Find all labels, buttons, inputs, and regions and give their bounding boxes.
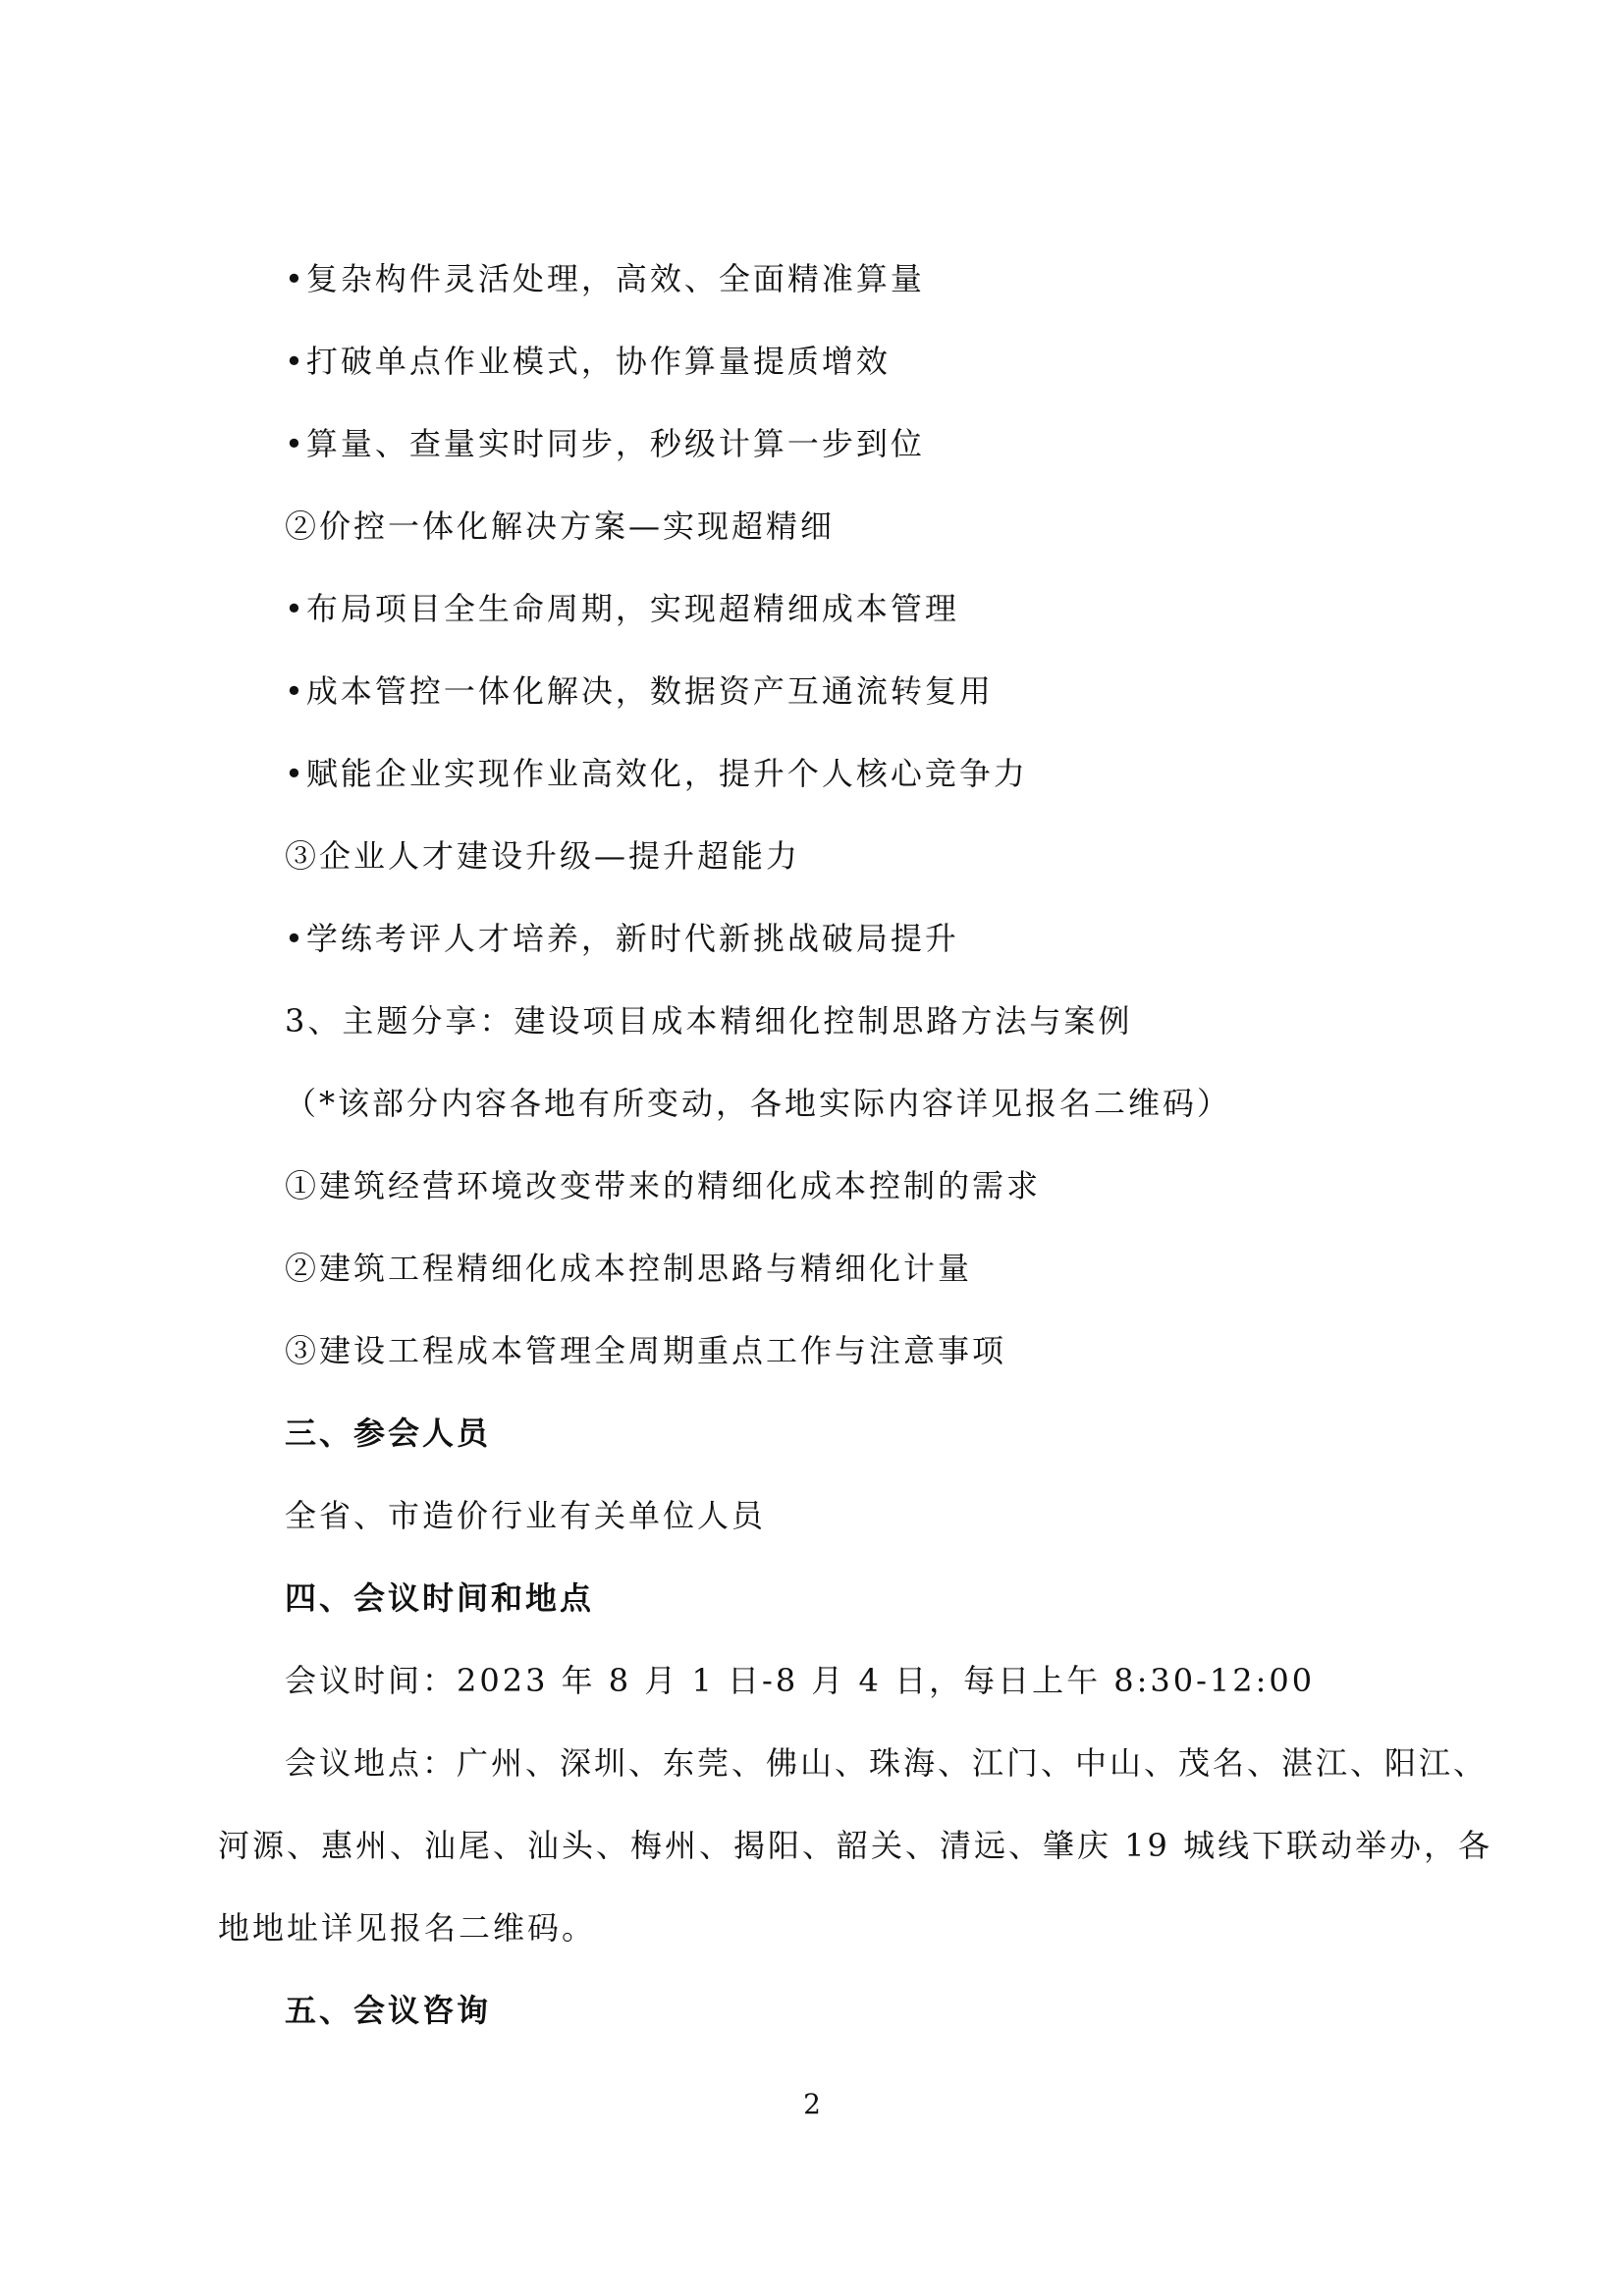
meeting-location-line: 地地址详见报名二维码。 bbox=[218, 1909, 597, 1947]
bullet-item: •成本管控一体化解决，数据资产互通流转复用 bbox=[285, 672, 994, 710]
bullet-item: •学练考评人才培养，新时代新挑战破局提升 bbox=[285, 920, 959, 957]
bullet-item: •复杂构件灵活处理，高效、全面精准算量 bbox=[285, 260, 925, 297]
note-text: （*该部分内容各地有所变动，各地实际内容详见报名二维码） bbox=[285, 1085, 1232, 1122]
page-number: 2 bbox=[803, 2088, 821, 2120]
bullet-item: •打破单点作业模式，协作算量提质增效 bbox=[285, 343, 891, 380]
meeting-location-line: 会议地点：广州、深圳、东莞、佛山、珠海、江门、中山、茂名、湛江、阳江、 bbox=[285, 1744, 1489, 1782]
numbered-subheading: ③企业人才建设升级—提升超能力 bbox=[285, 837, 801, 875]
section-heading: 三、参会人员 bbox=[285, 1415, 492, 1452]
section-heading: 四、会议时间和地点 bbox=[285, 1579, 595, 1617]
meeting-time: 会议时间：2023 年 8 月 1 日-8 月 4 日，每日上午 8:30-12:00 bbox=[285, 1662, 1316, 1699]
bullet-item: •布局项目全生命周期，实现超精细成本管理 bbox=[285, 590, 959, 627]
numbered-subheading: ②价控一体化解决方案—实现超精细 bbox=[285, 507, 836, 545]
numbered-item: ②建筑工程精细化成本控制思路与精细化计量 bbox=[285, 1250, 973, 1287]
paragraph: 全省、市造价行业有关单位人员 bbox=[285, 1497, 767, 1534]
bullet-item: •赋能企业实现作业高效化，提升个人核心竞争力 bbox=[285, 755, 1028, 792]
section-item: 3、主题分享：建设项目成本精细化控制思路方法与案例 bbox=[285, 1002, 1133, 1040]
numbered-item: ①建筑经营环境改变带来的精细化成本控制的需求 bbox=[285, 1167, 1042, 1204]
bullet-item: •算量、查量实时同步，秒级计算一步到位 bbox=[285, 425, 925, 462]
section-heading: 五、会议咨询 bbox=[285, 1992, 492, 2029]
meeting-location-line: 河源、惠州、汕尾、汕头、梅州、揭阳、韶关、清远、肇庆 19 城线下联动举办，各 bbox=[218, 1827, 1493, 1864]
numbered-item: ③建设工程成本管理全周期重点工作与注意事项 bbox=[285, 1332, 1007, 1369]
